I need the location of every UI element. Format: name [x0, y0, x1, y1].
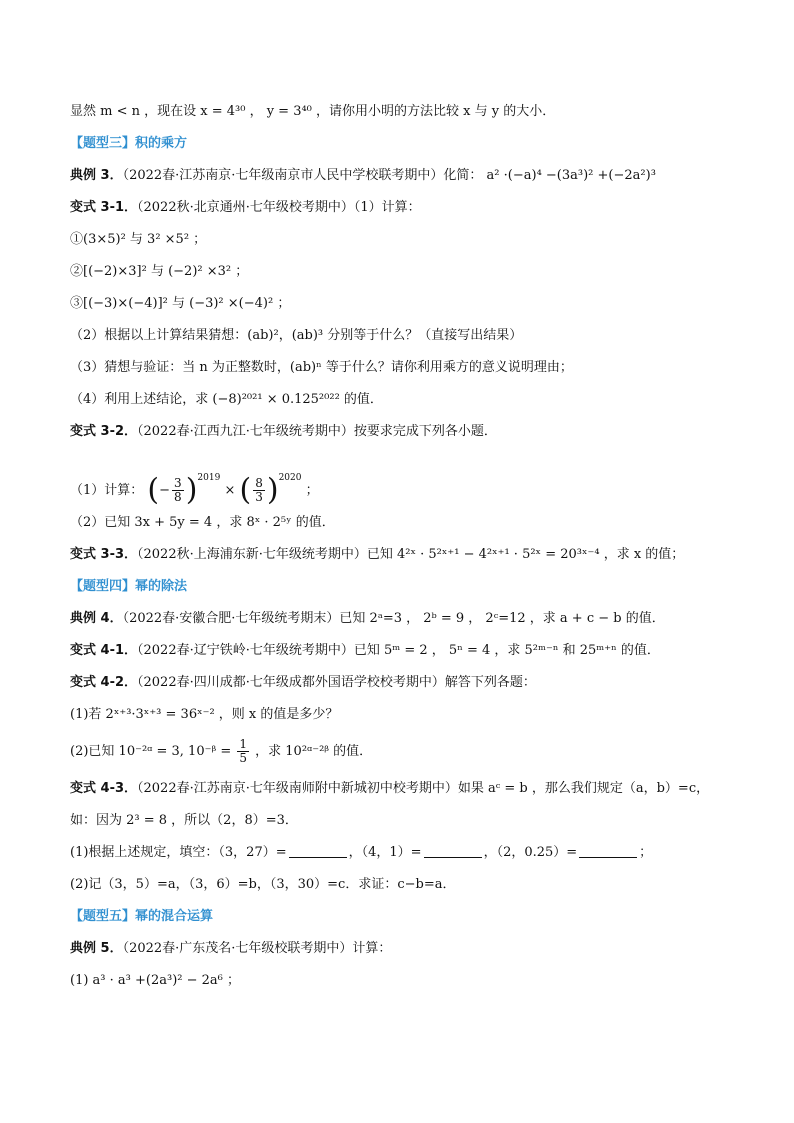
example-5-label: 典例 5．: [70, 941, 123, 956]
exponent-2019: 2019: [197, 473, 221, 483]
times-sign: ×: [224, 483, 236, 498]
open-paren-2: (: [239, 472, 252, 508]
intro-line: [70, 103, 754, 121]
variant-3-1-part-4: [70, 391, 754, 409]
answer-blank-3[interactable]: [579, 844, 637, 858]
variant-3-2-label: 变式 3-2．: [70, 424, 138, 439]
part-1-expression: (1) a³ · a³ +(2a³)² − 2a⁶ ；: [70, 973, 241, 988]
section-heading-3: [70, 135, 754, 153]
variant-3-2: [70, 423, 754, 441]
variant-3-1-item-a: [70, 231, 754, 249]
part-4-text: （4）利用上述结论，求 (−8)²⁰²¹ × 0.125²⁰²² 的值．: [70, 392, 383, 407]
variant-4-3: [70, 780, 754, 798]
example-3: [70, 167, 754, 185]
example-5-part-1: [70, 972, 754, 990]
fraction-den-2: 3: [255, 490, 263, 504]
semicolon: ；: [305, 483, 319, 498]
variant-4-2-part-2: [70, 735, 754, 769]
part-3-text: （3）猜想与验证：当 n 为正整数时，(ab)ⁿ 等于什么？请你利用乘方的意义说明理由；: [70, 360, 573, 375]
example-text: 如：因为 2³ = 8 ，所以（2，8）=3．: [70, 813, 298, 828]
exponent-2020: 2020: [278, 473, 302, 483]
part-1-prefix: （1）计算：: [70, 483, 144, 498]
section-heading-3-text: 【题型三】积的乘方: [70, 136, 188, 151]
variant-4-3-part-1: [70, 844, 754, 862]
item-a-text: ①(3×5)² 与 3² ×5² ；: [70, 232, 207, 247]
example-3-label: 典例 3．: [70, 168, 123, 183]
variant-4-1-text: （2022春·辽宁铁岭·七年级统考期中）已知 5ᵐ = 2 ， 5ⁿ = 4 ，求 5²ᵐ⁻ⁿ 和 25ᵐ⁺ⁿ 的值．: [137, 643, 660, 658]
fill-prefix: (1)根据上述规定，填空：（3，27）=: [70, 845, 287, 860]
part-2-prefix: (2)已知 10⁻²ᵅ = 3, 10⁻ᵝ =: [70, 744, 232, 759]
variant-4-2-text: （2022春·四川成都·七年级成都外国语学校校考期中）解答下列各题：: [137, 675, 536, 690]
variant-3-3-label: 变式 3-3．: [70, 547, 138, 562]
section-heading-5-text: 【题型五】幂的混合运算: [70, 909, 214, 924]
variant-3-1-text: （2022秋·北京通州·七年级校考期中）（1）计算：: [137, 200, 421, 215]
item-c-text: ③[(−3)×(−4)]² 与 (−3)² ×(−4)² ；: [70, 296, 291, 311]
fraction-3-over-8: [172, 477, 184, 504]
example-4: [70, 610, 754, 628]
example-5-text: （2022春·广东茂名·七年级校联考期中）计算：: [122, 941, 392, 956]
variant-3-2-text: （2022春·江西九江·七年级统考期中）按要求完成下列各小题．: [137, 424, 497, 439]
fraction-8-over-3: [253, 477, 265, 504]
variant-4-2-label: 变式 4-2．: [70, 675, 138, 690]
intro-text: 显然 m < n ，现在设 x = 4³⁰ ， y = 3⁴⁰ ，请你用小明的方法比较 x 与 y 的大小．: [70, 104, 556, 119]
example-4-text: （2022春·安徽合肥·七年级统考期末）已知 2ᵃ=3 ， 2ᵇ = 9 ， 2ᶜ=12 ，求 a + c − b 的值．: [122, 611, 665, 626]
variant-3-1-part-2: [70, 327, 754, 345]
part-2-text: （2）根据以上计算结果猜想：(ab)²，(ab)³ 分别等于什么？（直接写出结果）: [70, 328, 523, 343]
close-paren: ): [185, 472, 198, 508]
variant-3-2-part-1: [70, 458, 754, 508]
fill-suffix: ；: [639, 845, 653, 860]
example-4-label: 典例 4．: [70, 611, 123, 626]
fraction-den: 8: [174, 490, 182, 504]
variant-3-1: [70, 199, 754, 217]
answer-blank-1[interactable]: [289, 844, 347, 858]
fraction-1-over-5: [237, 738, 249, 765]
variant-3-3-text: （2022秋·上海浦东新·七年级统考期中）已知 4²ˣ · 5²ˣ⁺¹ − 4²ˣ⁺¹ · 5²ˣ = 20³ˣ⁻⁴ ，求 x 的值；: [137, 547, 685, 562]
fill-mid-2: ，（2，0.25）=: [483, 845, 578, 860]
fill-mid-1: ，（4，1）=: [348, 845, 422, 860]
example-5: [70, 940, 754, 958]
variant-3-1-item-b: [70, 263, 754, 281]
variant-4-3-example: [70, 812, 754, 830]
variant-3-1-part-3: [70, 359, 754, 377]
variant-3-1-label: 变式 3-1．: [70, 200, 138, 215]
variant-4-3-label: 变式 4-3．: [70, 781, 138, 796]
variant-4-1: [70, 642, 754, 660]
variant-4-3-text: （2022春·江苏南京·七年级南师附中新城初中校考期中）如果 aᶜ = b ，那么我们规定（a，b）=c，: [137, 781, 710, 796]
proof-text: (2)记（3，5）=a，（3，6）=b，（3，30）=c．求证：c−b=a．: [70, 877, 456, 892]
part-2-text-b: （2）已知 3x + 5y = 4 ，求 8ˣ · 2⁵ʸ 的值．: [70, 515, 335, 530]
fraction-num-2: 8: [255, 476, 263, 490]
section-heading-5: [70, 908, 754, 926]
section-heading-4: [70, 578, 754, 596]
part-2-suffix: ，求 10²ᵅ⁻²ᵝ 的值．: [255, 744, 373, 759]
part-1-text: (1)若 2ˣ⁺³·3ˣ⁺³ = 36ˣ⁻² ，则 x 的值是多少？: [70, 707, 339, 722]
variant-4-1-label: 变式 4-1．: [70, 643, 138, 658]
fraction-num-3: 1: [239, 737, 247, 751]
open-paren: (: [147, 472, 160, 508]
minus-sign: −: [159, 483, 171, 498]
example-3-text: （2022春·江苏南京·七年级南京市人民中学校联考期中）化简： a² ·(−a)⁴ −(3a³)² +(−2a²)³: [122, 168, 656, 183]
item-b-text: ②[(−2)×3]² 与 (−2)² ×3² ；: [70, 264, 249, 279]
fraction-den-3: 5: [239, 751, 247, 765]
answer-blank-2[interactable]: [424, 844, 482, 858]
close-paren-2: ): [266, 472, 279, 508]
variant-4-3-part-2: [70, 876, 754, 894]
section-heading-4-text: 【题型四】幂的除法: [70, 579, 188, 594]
variant-3-2-part-2: [70, 514, 754, 532]
fraction-num: 3: [174, 476, 182, 490]
variant-4-2: [70, 674, 754, 692]
variant-3-1-item-c: [70, 295, 754, 313]
variant-4-2-part-1: [70, 706, 754, 724]
variant-3-3: [70, 546, 754, 564]
